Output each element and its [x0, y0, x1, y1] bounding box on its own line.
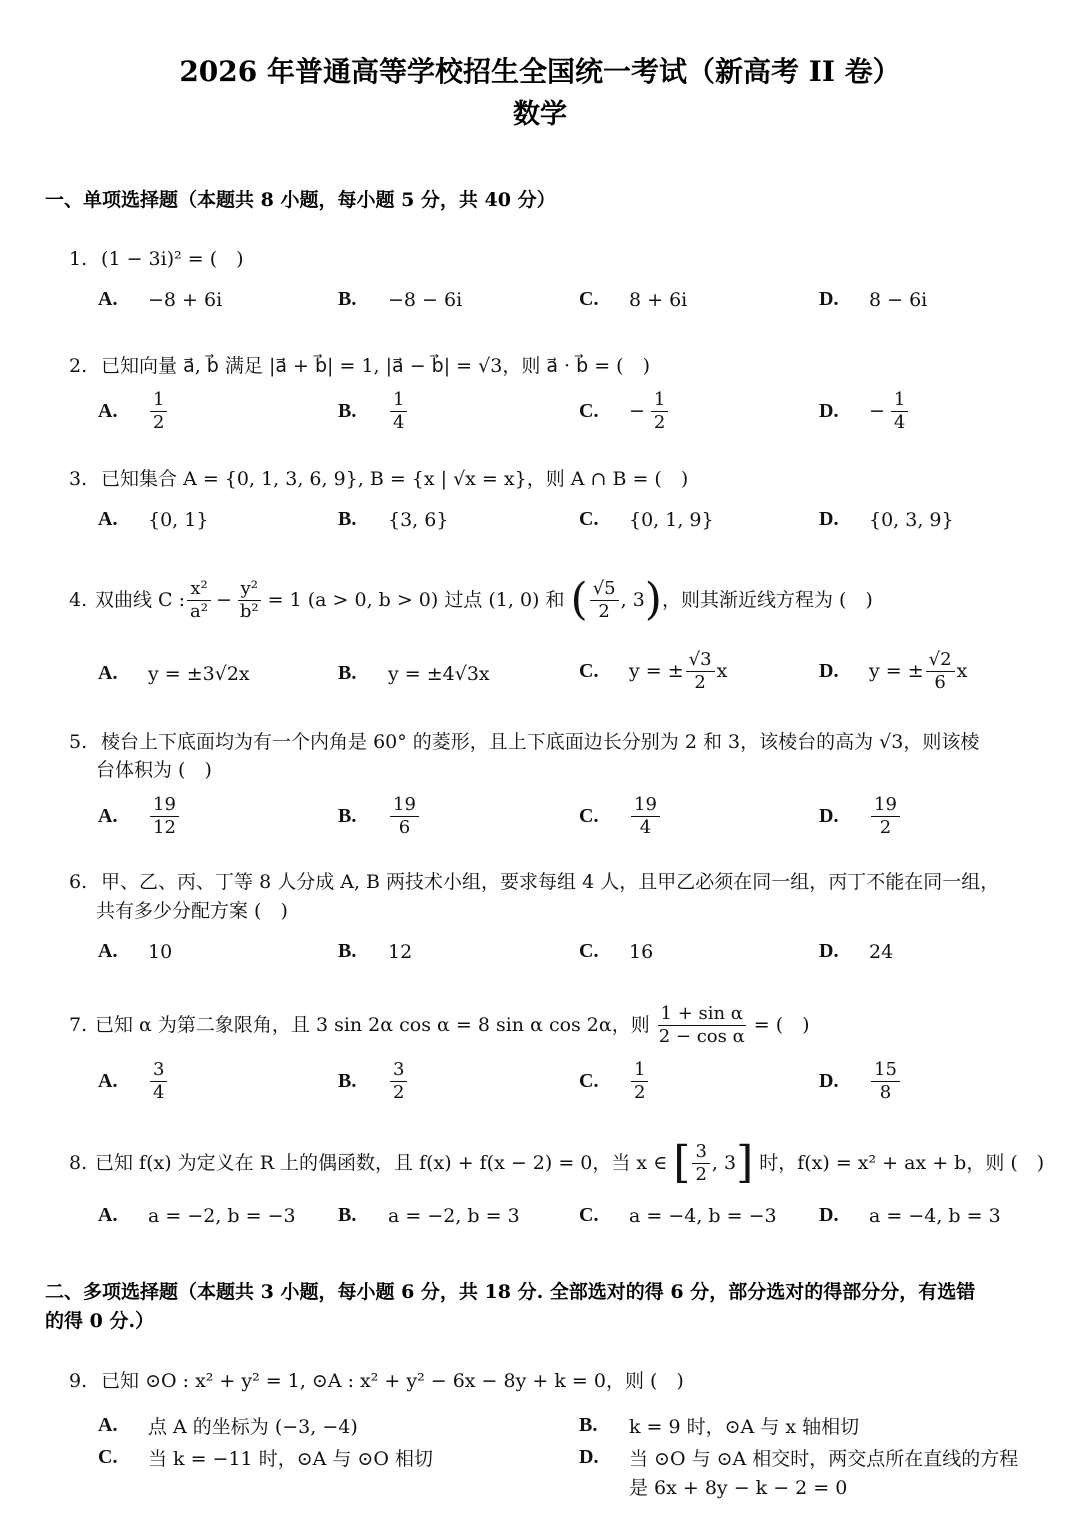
fraction: $\frac{3}{4}$ [150, 1060, 167, 1103]
fraction: $\frac{3}{2}$ [390, 1060, 407, 1103]
q2-option-d[interactable]: D. − $\frac{1}{4}$ [819, 390, 910, 433]
q7-option-c[interactable] [579, 1060, 650, 1103]
q3-option-b[interactable] [338, 508, 448, 531]
question-number: 3. [69, 468, 88, 490]
option-letter: D. [819, 1204, 839, 1226]
q7-option-a[interactable] [98, 1060, 169, 1103]
q2-option-c[interactable]: C. − $\frac{1}{2}$ [579, 390, 670, 433]
fraction: $\frac{√2}{6}$ [926, 650, 955, 693]
question-9 [69, 1366, 1049, 1396]
fraction: $\frac{\text{x²}}{\text{a²}}$ [187, 579, 211, 622]
option-text: 16 [629, 940, 654, 963]
option-text: a = −2, b = 3 [388, 1204, 520, 1227]
q9-option-b[interactable] [579, 1412, 859, 1439]
question-stem-part: 已知 α 为第二象限角，且 3 sin 2α cos α = 8 sin α cos 2α，则 [95, 1014, 650, 1036]
q9-option-c[interactable] [98, 1444, 433, 1471]
fraction: $\frac{1}{2}$ [651, 390, 668, 433]
fraction: $\frac{√3}{2}$ [686, 650, 715, 693]
fraction: $\frac{19}{2}$ [871, 795, 900, 838]
fraction: $\frac{3}{2}$ [692, 1142, 709, 1185]
fraction: $\frac{√5}{2}$ [590, 579, 619, 622]
section-2-heading: 二、多项选择题（本题共 3 小题，每小题 6 分，共 18 分. 全部选对的得 6 分，部分选对的得部分分，有选错 [45, 1281, 976, 1303]
option-text: 点 A 的坐标为 (−3, −4) [148, 1416, 358, 1438]
option-text: y = ±3√2x [148, 662, 250, 685]
fraction: $\frac{1}{2}$ [150, 390, 167, 433]
option-letter: C. [579, 288, 599, 310]
option-letter: D. [819, 940, 839, 962]
question-8: 8. 已知 f(x) 为定义在 R 上的偶函数，且 f(x) + f(x − 2) = 0，当 x ∈ [ $\frac{3}{2}$ , 3 ] 时，f(x) = x² + ax + b，则 ( ) [69, 1137, 1045, 1188]
option-text: 12 [388, 940, 413, 963]
fraction: $\frac{\text{y²}}{\text{b²}}$ [237, 579, 262, 622]
option-text: k = 9 时，⊙A 与 x 轴相切 [629, 1416, 860, 1438]
option-text: 8 − 6i [869, 288, 928, 311]
option-letter: B. [338, 508, 357, 530]
section-2-heading-cont: 的得 0 分.） [45, 1310, 155, 1332]
option-text: a = −4, b = −3 [629, 1204, 777, 1227]
question-3 [69, 464, 1049, 494]
question-number: 9. [69, 1370, 88, 1392]
option-letter: D. [819, 659, 839, 682]
option-letter: A. [98, 940, 118, 962]
option-letter: B. [338, 1204, 357, 1226]
option-text: {0, 1} [148, 508, 209, 531]
q3-option-c[interactable] [579, 508, 714, 531]
exam-title: 2026 年普通高等学校招生全国统一考试（新高考 II 卷） [179, 55, 901, 88]
question-stem-part: 双曲线 C : [95, 589, 186, 611]
option-text: −8 + 6i [148, 288, 223, 311]
q1-option-d[interactable] [819, 288, 927, 311]
question-4: 4. 双曲线 C : $\frac{\text{x²}}{\text{a²}}$ − $\frac{\text{y²}}{\text{b²}}$ = 1 (a > 0, b > 0) 过点 (1, 0) 和 ( $\frac{√5}{2}$ , 3 ) ，则其渐近线方程为 ( ) [69, 574, 873, 625]
question-stem-part: = ( ) [753, 1014, 810, 1036]
question-stem-part: 时，f(x) = x² + ax + b，则 ( ) [759, 1152, 1045, 1174]
option-text: 是 6x + 8y − k − 2 = 0 [629, 1477, 848, 1499]
option-text: 24 [869, 940, 894, 963]
q6-option-b[interactable] [338, 940, 412, 963]
option-letter: D. [579, 1446, 599, 1468]
q5-option-a[interactable] [98, 795, 181, 838]
option-text: {0, 1, 9} [629, 508, 714, 531]
question-stem: 已知集合 A = {0, 1, 3, 6, 9}, B = {x | √x = x}，则 A ∩ B = ( ) [101, 468, 689, 490]
question-5-cont: 台体积为 ( ) [96, 759, 212, 781]
q8-option-d[interactable] [819, 1204, 1001, 1227]
option-letter: C. [579, 399, 599, 422]
question-stem: (1 − 3i)² = ( ) [101, 248, 244, 270]
q5-option-d[interactable] [819, 795, 902, 838]
question-stem: 已知向量 a⃗, b⃗ 满足 |a⃗ + b⃗| = 1, |a⃗ − b⃗| = √3，则 a⃗ · b⃗ = ( ) [101, 355, 651, 377]
fraction: $\frac{1}{2}$ [631, 1060, 648, 1103]
question-number: 1. [69, 248, 88, 270]
option-letter: B. [338, 399, 357, 422]
option-letter: B. [338, 1069, 357, 1092]
option-letter: C. [579, 508, 599, 530]
option-text: {0, 3, 9} [869, 508, 954, 531]
option-letter: A. [98, 662, 118, 684]
question-number: 6. [69, 871, 88, 893]
option-text: 当 k = −11 时，⊙A 与 ⊙O 相切 [148, 1448, 433, 1470]
question-number: 2. [69, 355, 88, 377]
question-5 [69, 727, 1049, 757]
option-letter: A. [98, 1069, 118, 1092]
option-letter: D. [819, 288, 839, 310]
fraction: $\frac{19}{12}$ [150, 795, 179, 838]
q4-option-d[interactable]: D. y = ± $\frac{√2}{6}$ x [819, 649, 968, 693]
option-letter: A. [98, 399, 118, 422]
q4-option-c[interactable]: C. y = ± $\frac{√3}{2}$ x [579, 649, 728, 693]
q8-option-a[interactable] [98, 1204, 296, 1227]
q8-option-b[interactable] [338, 1204, 520, 1227]
option-text: 8 + 6i [629, 288, 688, 311]
question-1 [69, 244, 1049, 274]
question-stem-part: ，则其渐近线方程为 ( ) [661, 589, 873, 611]
q2-option-b[interactable] [338, 390, 409, 433]
fraction: $\frac{15}{8}$ [871, 1060, 900, 1103]
option-letter: C. [579, 1069, 599, 1092]
question-stem-part: = 1 (a > 0, b > 0) 过点 (1, 0) 和 [267, 589, 565, 611]
fraction: $\frac{19}{6}$ [390, 795, 419, 838]
option-text: a = −2, b = −3 [148, 1204, 296, 1227]
option-letter: C. [579, 1204, 599, 1226]
option-letter: D. [819, 508, 839, 530]
q6-option-c[interactable] [579, 940, 653, 963]
option-letter: C. [98, 1446, 118, 1468]
option-letter: B. [579, 1414, 598, 1436]
q6-option-d[interactable] [819, 940, 893, 963]
option-text: −8 − 6i [388, 288, 463, 311]
q5-option-c[interactable] [579, 795, 662, 838]
question-stem: 已知 ⊙O : x² + y² = 1, ⊙A : x² + y² − 6x − 8y + k = 0，则 ( ) [101, 1370, 684, 1392]
option-text: 10 [148, 940, 173, 963]
section-1-heading: 一、单项选择题（本题共 8 小题，每小题 5 分，共 40 分） [45, 189, 556, 211]
question-number: 5. [69, 731, 88, 753]
q6-option-a[interactable] [98, 940, 172, 963]
q8-option-c[interactable] [579, 1204, 777, 1227]
q7-option-b[interactable] [338, 1060, 409, 1103]
subject-title: 数学 [513, 99, 567, 130]
option-letter: C. [579, 940, 599, 962]
question-number: 8. [69, 1152, 88, 1174]
q4-option-b[interactable] [338, 662, 490, 685]
option-letter: C. [579, 804, 599, 827]
fraction: $\frac{1}{4}$ [891, 390, 908, 433]
option-text: {3, 6} [388, 508, 449, 531]
option-text: y = ±4√3x [388, 662, 490, 685]
q9-option-d[interactable] [579, 1444, 1018, 1471]
question-stem: 甲、乙、丙、丁等 8 人分成 A, B 两技术小组，要求每组 4 人，且甲乙必须在同一组，丙丁不能在同一组， [101, 871, 1000, 893]
option-letter: D. [819, 1069, 839, 1092]
option-letter: D. [819, 804, 839, 827]
q3-option-a[interactable] [98, 508, 208, 531]
option-letter: A. [98, 288, 118, 310]
question-6 [69, 867, 1049, 897]
fraction: $\frac{\text{1 + sin α}}{\text{2 − cos α}}$ [658, 1002, 745, 1047]
option-letter: A. [98, 1204, 118, 1226]
option-letter: A. [98, 1414, 118, 1436]
option-letter: C. [579, 659, 599, 682]
option-letter: B. [338, 288, 357, 310]
option-letter: B. [338, 662, 357, 684]
question-number: 4. [69, 589, 88, 611]
q1-option-b[interactable] [338, 288, 462, 311]
q5-option-b[interactable] [338, 795, 421, 838]
option-letter: B. [338, 940, 357, 962]
fraction: $\frac{1}{4}$ [390, 390, 407, 433]
q1-option-c[interactable] [579, 288, 687, 311]
question-2 [69, 351, 1049, 381]
question-stem: 棱台上下底面均为有一个内角是 60° 的菱形，且上下底面边长分别为 2 和 3，该棱台的高为 √3，则该棱 [101, 731, 980, 753]
q2-option-a[interactable] [98, 390, 169, 433]
q7-option-d[interactable] [819, 1060, 902, 1103]
q1-option-a[interactable] [98, 288, 222, 311]
question-7 [69, 1000, 1049, 1050]
option-letter: D. [819, 399, 839, 422]
fraction: $\frac{19}{4}$ [631, 795, 660, 838]
question-number: 7. [69, 1014, 88, 1036]
option-letter: A. [98, 508, 118, 530]
q3-option-d[interactable] [819, 508, 954, 531]
option-text: a = −4, b = 3 [869, 1204, 1001, 1227]
q9-option-d-cont [629, 1473, 847, 1500]
option-letter: B. [338, 804, 357, 827]
option-letter: A. [98, 804, 118, 827]
option-text: 当 ⊙O 与 ⊙A 相交时，两交点所在直线的方程 [629, 1448, 1019, 1470]
question-stem-part: 已知 f(x) 为定义在 R 上的偶函数，且 f(x) + f(x − 2) = 0，当 x ∈ [95, 1152, 668, 1174]
q9-option-a[interactable] [98, 1412, 358, 1439]
question-6-cont: 共有多少分配方案 ( ) [96, 900, 288, 922]
q4-option-a[interactable] [98, 662, 250, 685]
